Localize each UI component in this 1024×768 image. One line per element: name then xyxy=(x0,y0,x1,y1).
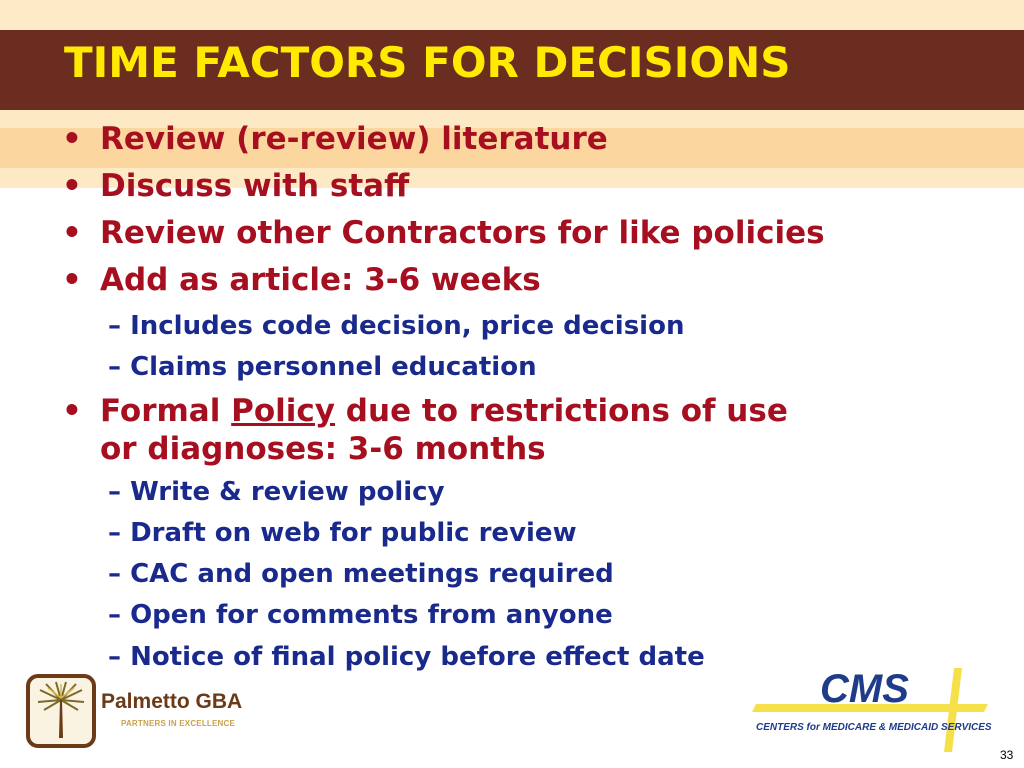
sub-bullet-item xyxy=(108,642,705,672)
dash-icon: – xyxy=(108,518,121,548)
sub-bullet-text: Draft on web for public review xyxy=(130,518,577,548)
bullet-icon: • xyxy=(62,393,82,429)
sub-bullet-item xyxy=(108,352,537,382)
cms-logo-icon xyxy=(748,660,994,756)
svg-text:CMS: CMS xyxy=(820,667,909,711)
sub-bullet-item xyxy=(108,477,445,507)
dash-icon: – xyxy=(108,477,121,507)
dash-icon: – xyxy=(108,642,121,672)
sub-bullet-item xyxy=(108,311,684,341)
palmetto-tagline: PARTNERS IN EXCELLENCE xyxy=(121,719,236,728)
sub-bullet-text: Claims personnel education xyxy=(130,352,537,382)
bullet-text-part: Formal xyxy=(100,393,232,429)
bullet-icon: • xyxy=(62,215,82,251)
bullet-text: Discuss with staff xyxy=(100,168,410,204)
page-number: 33 xyxy=(1000,748,1014,762)
policy-link[interactable]: Policy xyxy=(231,393,336,429)
sub-bullet-text: Includes code decision, price decision xyxy=(130,311,685,341)
palmetto-name: Palmetto GBA xyxy=(101,690,243,713)
bullet-text: Add as article: 3-6 weeks xyxy=(100,262,541,298)
bullet-icon: • xyxy=(62,262,82,298)
sub-bullet-item xyxy=(108,518,577,548)
bullet-text: Review (re-review) literature xyxy=(100,121,608,157)
sub-bullet-text: Write & review policy xyxy=(130,477,445,507)
dash-icon: – xyxy=(108,559,121,589)
bullet-icon: • xyxy=(62,168,82,204)
bullet-text: Review other Contractors for like policies xyxy=(100,215,825,251)
slide-title: TIME FACTORS FOR DECISIONS xyxy=(64,38,791,87)
dash-icon: – xyxy=(108,600,121,630)
sub-bullet-text: Open for comments from anyone xyxy=(130,600,613,630)
sub-bullet-text: Notice of final policy before effect date xyxy=(130,642,705,672)
palmetto-logo-icon xyxy=(26,674,96,748)
bullet-icon: • xyxy=(62,121,82,157)
dash-icon: – xyxy=(108,311,121,341)
cms-tagline: CENTERS for MEDICARE & MEDICAID SERVICES xyxy=(756,722,992,733)
dash-icon: – xyxy=(108,352,121,382)
bullet-text: or diagnoses: 3-6 months xyxy=(100,431,546,467)
sub-bullet-item xyxy=(108,600,613,630)
sub-bullet-item xyxy=(108,559,614,589)
bullet-text-part: due to restrictions of use xyxy=(335,393,788,429)
bullet-text xyxy=(100,393,788,429)
sub-bullet-text: CAC and open meetings required xyxy=(130,559,614,589)
